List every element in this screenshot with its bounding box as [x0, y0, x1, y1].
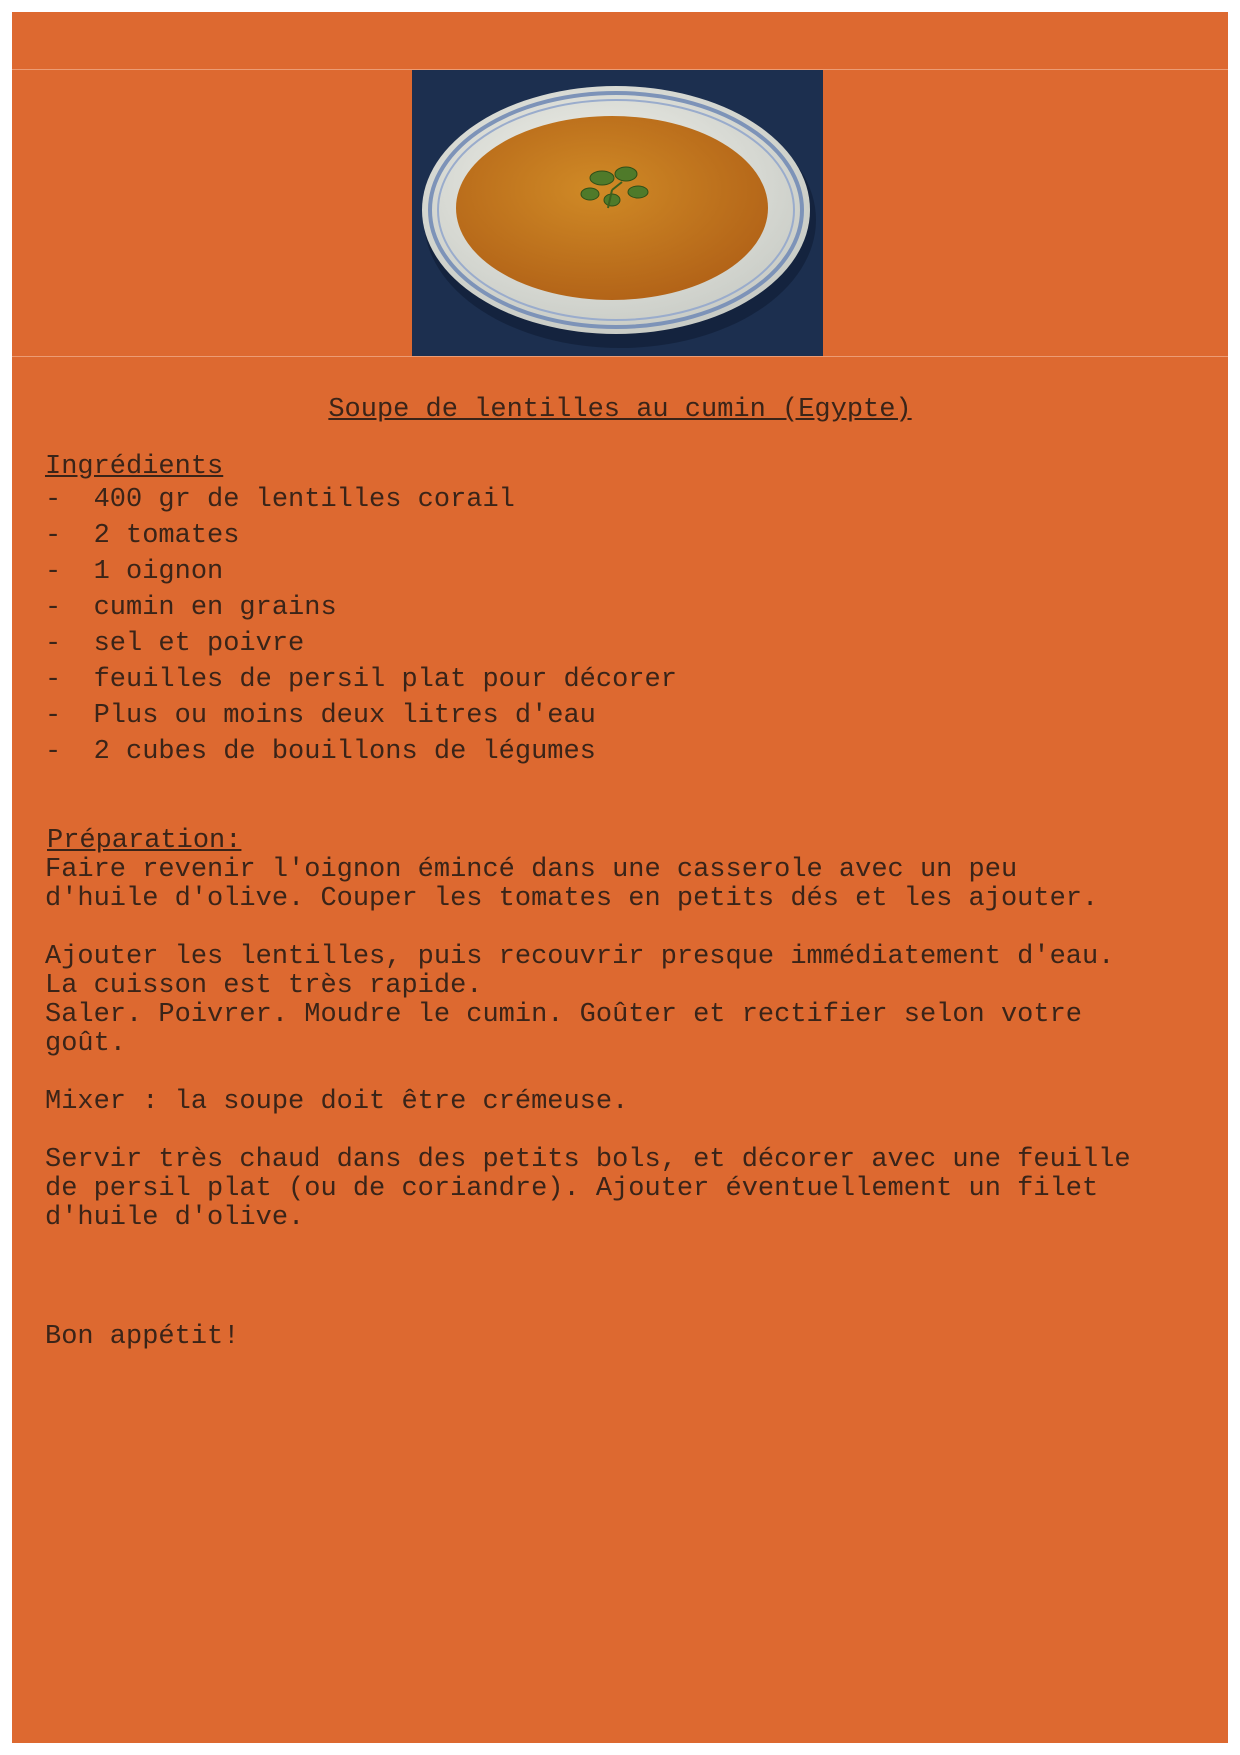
- closing-text: Bon appétit!: [45, 1322, 240, 1352]
- recipe-page: [12, 12, 1228, 1743]
- preparation-text: [45, 856, 1225, 1262]
- ingredient-item: - 1 oignon: [45, 557, 224, 587]
- soup-bowl-image: [412, 70, 823, 356]
- ingredient-item: - 400 gr de lentilles corail: [45, 485, 515, 515]
- preparation-heading: Préparation:: [47, 826, 242, 856]
- preparation-paragraph: Mixer : la soupe doit être crémeuse.: [45, 1087, 629, 1117]
- ingredients-list: [45, 482, 677, 770]
- divider-bottom: [12, 356, 1228, 357]
- ingredient-item: - cumin en grains: [45, 593, 337, 623]
- ingredient-item: - sel et poivre: [45, 629, 305, 659]
- preparation-paragraph: Ajouter les lentilles, puis recouvrir presque immédiatement d'eau. La cuisson est très rapide. Saler. Poivrer. Moudre le cumin. Goûter et rectifier selon votre goût.: [45, 942, 1115, 1059]
- ingredients-heading: Ingrédients: [45, 452, 224, 482]
- recipe-title: Soupe de lentilles au cumin (Egypte): [328, 395, 912, 425]
- ingredient-item: - feuilles de persil plat pour décorer: [45, 665, 677, 695]
- preparation-paragraph: Servir très chaud dans des petits bols, et décorer avec une feuille de persil plat (ou de coriandre). Ajouter éventuellement un filet d'huile d'olive.: [45, 1145, 1131, 1233]
- preparation-paragraph: Faire revenir l'oignon émincé dans une casserole avec un peu d'huile d'olive. Couper les tomates en petits dés et les ajouter.: [45, 855, 1099, 914]
- ingredient-item: - 2 tomates: [45, 521, 240, 551]
- ingredient-item: - Plus ou moins deux litres d'eau: [45, 701, 596, 731]
- soup-photo: [412, 70, 823, 356]
- ingredient-item: - 2 cubes de bouillons de légumes: [45, 737, 596, 767]
